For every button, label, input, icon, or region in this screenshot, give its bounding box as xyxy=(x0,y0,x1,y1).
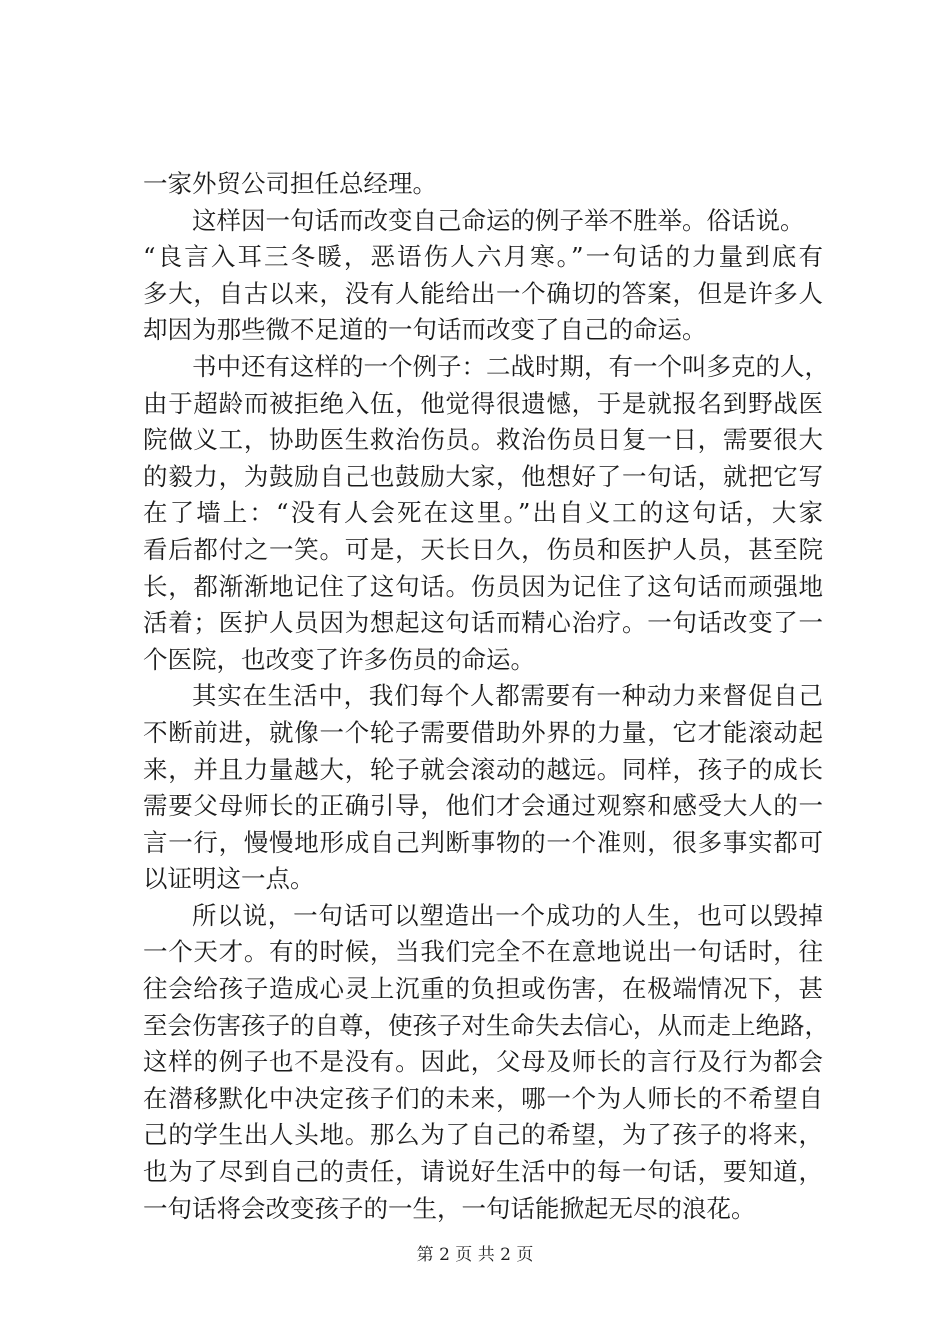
text-line: 以证明这一点。 xyxy=(143,864,315,894)
text-line: 个医院，也改变了许多伤员的命运。 xyxy=(143,644,535,674)
text-line: 至会伤害孩子的自尊，使孩子对生命失去信心，从而走上绝路， xyxy=(143,1010,829,1040)
text-line: 需要父母师长的正确引导，他们才会通过观察和感受大人的一 xyxy=(143,791,823,821)
text-line: 一句话将会改变孩子的一生，一句话能掀起无尽的浪花。 xyxy=(143,1193,756,1223)
text-line: 的毅力，为鼓励自己也鼓励大家，他想好了一句话，就把它写 xyxy=(143,461,823,491)
text-line: 书中还有这样的一个例子：二战时期，有一个叫多克的人， xyxy=(192,351,829,381)
page-number-footer: 第 2 页 共 2 页 xyxy=(416,1245,534,1265)
text-line: 这样的例子也不是没有。因此，父母及师长的言行及行为都会 xyxy=(143,1047,823,1077)
text-line: 却因为那些微不足道的一句话而改变了自己的命运。 xyxy=(143,315,707,345)
text-line: 往会给孩子造成心灵上沉重的负担或伤害，在极端情况下，甚 xyxy=(143,974,823,1004)
text-line: 在潜移默化中决定孩子们的未来，哪一个为人师长的不希望自 xyxy=(143,1083,823,1113)
text-line: 其实在生活中，我们每个人都需要有一种动力来督促自己 xyxy=(192,681,823,711)
text-line: 长，都渐渐地记住了这句话。伤员因为记住了这句话而顽强地 xyxy=(143,571,823,601)
text-line: 活着；医护人员因为想起这句话而精心治疗。一句话改变了一 xyxy=(143,608,823,638)
body-text xyxy=(143,166,829,1227)
text-line: 来，并且力量越大，轮子就会滚动的越远。同样，孩子的成长 xyxy=(143,754,823,784)
text-line: 多大，自古以来，没有人能给出一个确切的答案，但是许多人 xyxy=(143,278,823,308)
text-line: 由于超龄而被拒绝入伍，他觉得很遗憾，于是就报名到野战医 xyxy=(143,388,823,418)
text-line: 这样因一句话而改变自己命运的例子举不胜举。俗话说。 xyxy=(192,205,805,235)
text-line: 不断前进，就像一个轮子需要借助外界的力量，它才能滚动起 xyxy=(143,717,823,747)
text-line: 一个天才。有的时候，当我们完全不在意地说出一句话时，往 xyxy=(143,937,823,967)
text-line: 在了墙上：“没有人会死在这里。”出自义工的这句话，大家 xyxy=(143,498,823,528)
text-line: 一家外贸公司担任总经理。 xyxy=(143,169,437,198)
text-line: “良言入耳三冬暖，恶语伤人六月寒。”一句话的力量到底有 xyxy=(143,242,823,272)
text-line: 言一行，慢慢地形成自己判断事物的一个准则，很多事实都可 xyxy=(143,827,823,857)
text-line: 所以说，一句话可以塑造出一个成功的人生，也可以毁掉 xyxy=(192,900,823,930)
text-line: 也为了尽到自己的责任，请说好生活中的每一句话，要知道， xyxy=(143,1157,823,1187)
text-line: 己的学生出人头地。那么为了自己的希望，为了孩子的将来， xyxy=(143,1120,823,1150)
text-line: 院做义工，协助医生救治伤员。救治伤员日复一日，需要很大 xyxy=(143,425,823,455)
text-line: 看后都付之一笑。可是，天长日久，伤员和医护人员，甚至院 xyxy=(143,534,823,564)
